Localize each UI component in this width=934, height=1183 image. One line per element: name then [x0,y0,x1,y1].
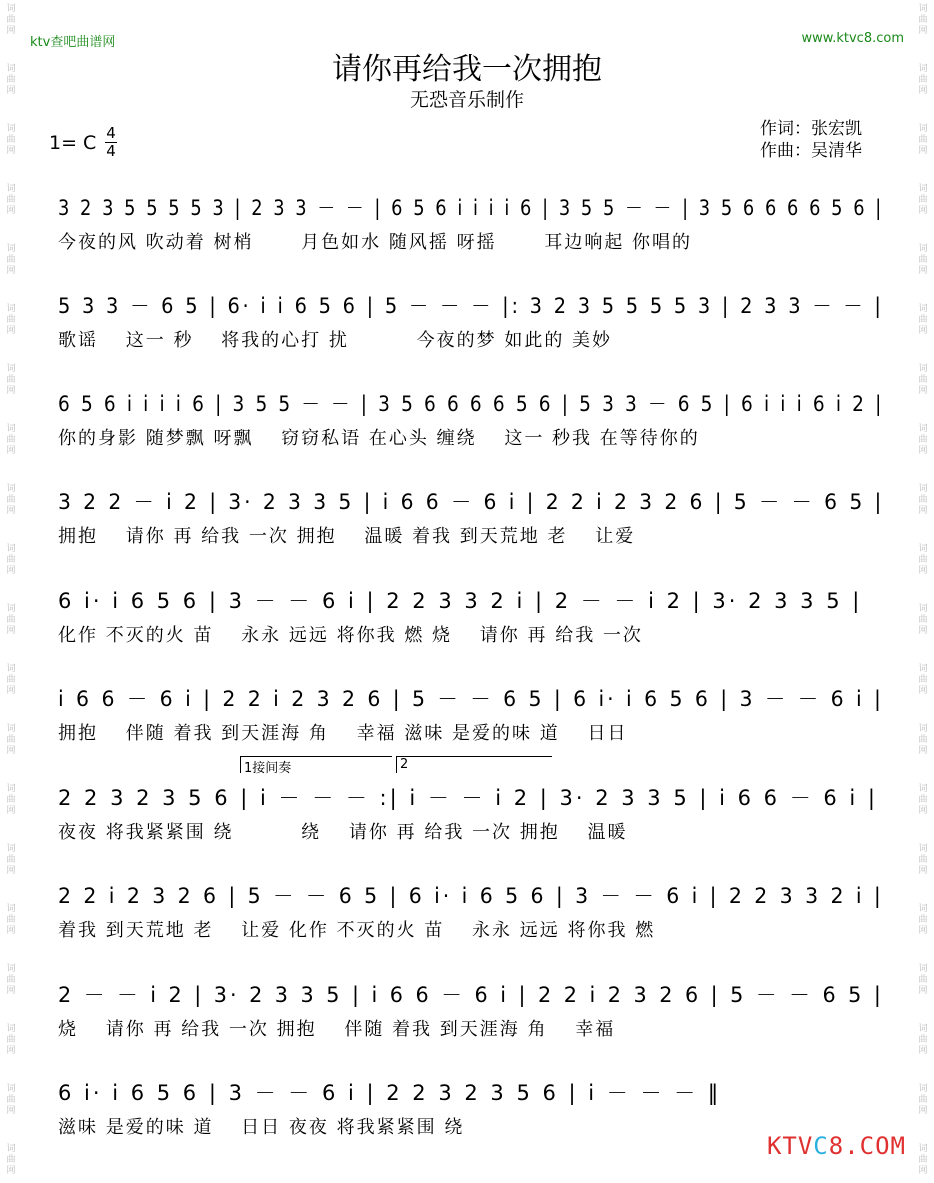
score-row [58,388,884,450]
side-watermark-text: 词 曲 网 [6,784,16,816]
right-watermark-strip [912,0,934,1183]
brand-c: C [813,1132,829,1160]
lyrics-line: 拥抱 请你 再 给我 一次 拥抱 温暖 着我 到天荒地 老 让爱 [58,526,636,547]
side-watermark-text: 词 曲 网 [6,484,16,516]
side-watermark-text: 词 曲 网 [918,844,928,876]
side-watermark-text: 词 曲 网 [6,604,16,636]
side-watermark-text: 词 曲 网 [918,1084,928,1116]
score-row [58,683,884,745]
lyrics-line: 滋味 是爱的味 道 日日 夜夜 将我紧紧围 绕 [58,1117,465,1138]
notes-line: 2 － － i 2 | 3· 2 3 3 5 | i 6 6 － 6 i | 2 2 i 2 3 2 6 | 5 － － 6 5 | [58,983,884,1007]
song-title: 请你再给我一次拥抱 [332,52,602,87]
first-ending-bracket: 1接间奏 [240,756,392,773]
side-watermark-text: 词 曲 网 [918,304,928,336]
lyrics-line: 化作 不灭的火 苗 永永 远远 将你我 燃 烧 请你 再 给我 一次 [58,625,643,646]
side-watermark-text: 词 曲 网 [6,964,16,996]
credits [760,118,862,162]
notes-line: 3 2 3 5 5 5 5 3 | 2 3 3 － － | 6 5 6 i i i i 6 | 3 5 5 － － | 3 5 6 6 6 6 5 6 | [58,196,884,220]
score-row [58,1077,884,1139]
side-watermark-text: 词 曲 网 [918,4,928,36]
side-watermark-text: 词 曲 网 [918,604,928,636]
notes-line: i 6 6 － 6 i | 2 2 i 2 3 2 6 | 5 － － 6 5 | 6 i· i 6 5 6 | 3 － － 6 i | [58,687,884,711]
side-watermark-text: 词 曲 网 [918,544,928,576]
side-watermark-text: 词 曲 网 [6,364,16,396]
score-row [58,290,884,352]
site-name-left: ktv查吧曲谱网 [30,35,116,50]
side-watermark-text: 词 曲 网 [6,4,16,36]
side-watermark-text: 词 曲 网 [6,184,16,216]
notes-line: 6 i· i 6 5 6 | 3 － － 6 i | 2 2 3 3 2 i | 2 － － i 2 | 3· 2 3 3 5 | [58,589,863,613]
side-watermark-text: 词 曲 网 [918,784,928,816]
score-row [58,192,884,254]
key-signature: 1= C [49,132,97,154]
brand-suffix: 8.COM [828,1132,906,1160]
lyrics-line: 着我 到天荒地 老 让爱 化作 不灭的火 苗 永永 远远 将你我 燃 [58,920,656,941]
side-watermark-text: 词 曲 网 [918,1144,928,1176]
side-watermark-text: 词 曲 网 [918,1024,928,1056]
lyrics-line: 拥抱 伴随 着我 到天涯海 角 幸福 滋味 是爱的味 道 日日 [58,723,628,744]
score-row [58,880,884,942]
meter-top: 4 [106,124,116,142]
side-watermark-text: 词 曲 网 [6,904,16,936]
meter-bottom: 4 [106,142,116,160]
side-watermark-text: 词 曲 网 [6,664,16,696]
notes-line: 6 i· i 6 5 6 | 3 － － 6 i | 2 2 3 2 3 5 6 | i － － － ‖ [58,1081,722,1105]
side-watermark-text: 词 曲 网 [6,844,16,876]
side-watermark-text: 词 曲 网 [6,124,16,156]
lyrics-line: 烧 请你 再 给我 一次 拥抱 伴随 着我 到天涯海 角 幸福 [58,1019,616,1040]
composer: 作曲：吴清华 [760,141,862,161]
lyrics-line: 歌谣 这一 秒 将我的心打 扰 今夜的梦 如此的 美妙 [58,330,613,351]
side-watermark-text: 词 曲 网 [918,904,928,936]
side-watermark-text: 词 曲 网 [918,124,928,156]
notes-line: 2 2 3 2 3 5 6 | i － － － :| i － － i 2 | 3· 2 3 3 5 | i 6 6 － 6 i | [58,786,879,810]
site-url-right: www.ktvc8.com [801,31,904,46]
side-watermark-text: 词 曲 网 [918,424,928,456]
side-watermark-text: 词 曲 网 [6,1144,16,1176]
score-row [58,585,884,647]
time-signature [105,126,117,159]
side-watermark-text: 词 曲 网 [6,724,16,756]
side-watermark-text: 词 曲 网 [6,1084,16,1116]
side-watermark-text: 词 曲 网 [6,424,16,456]
lyricist: 作词：张宏凯 [760,119,862,139]
notes-line: 5 3 3 － 6 5 | 6· i i 6 5 6 | 5 － － － |: 3 2 3 5 5 5 5 3 | 2 3 3 － － | [58,294,884,318]
side-watermark-text: 词 曲 网 [918,664,928,696]
lyrics-line: 夜夜 将我紧紧围 绕 绕 请你 再 给我 一次 拥抱 温暖 [58,822,628,843]
lyrics-line: 你的身影 随梦飘 呀飘 窃窃私语 在心头 缠绕 这一 秒我 在等待你的 [58,428,700,449]
brand-logo [767,1132,906,1160]
side-watermark-text: 词 曲 网 [918,724,928,756]
side-watermark-text: 词 曲 网 [6,544,16,576]
score-row [58,486,884,548]
side-watermark-text: 词 曲 网 [918,484,928,516]
notes-line: 2 2 i 2 3 2 6 | 5 － － 6 5 | 6 i· i 6 5 6 | 3 － － 6 i | 2 2 3 3 2 i | [58,884,884,908]
producer-subtitle: 无恐音乐制作 [409,89,524,111]
notes-line: 3 2 2 － i 2 | 3· 2 3 3 5 | i 6 6 － 6 i | 2 2 i 2 3 2 6 | 5 － － 6 5 | [58,490,885,514]
side-watermark-text: 词 曲 网 [6,304,16,336]
side-watermark-text: 词 曲 网 [918,244,928,276]
left-watermark-strip [0,0,22,1183]
score-row [58,782,884,844]
notes-line: 6 5 6 i i i i 6 | 3 5 5 － － | 3 5 6 6 6 6 5 6 | 5 3 3 － 6 5 | 6 i i i 6 i 2 | [58,392,885,416]
side-watermark-text: 词 曲 网 [6,244,16,276]
side-watermark-text: 词 曲 网 [6,64,16,96]
lyrics-line: 今夜的风 吹动着 树梢 月色如水 随风摇 呀摇 耳边响起 你唱的 [58,232,693,253]
score-row [58,979,884,1041]
side-watermark-text: 词 曲 网 [918,64,928,96]
side-watermark-text: 词 曲 网 [918,364,928,396]
brand-prefix: KTV [766,1132,814,1160]
second-ending-bracket: 2 [396,756,552,773]
side-watermark-text: 词 曲 网 [918,184,928,216]
side-watermark-text: 词 曲 网 [6,1024,16,1056]
side-watermark-text: 词 曲 网 [918,964,928,996]
